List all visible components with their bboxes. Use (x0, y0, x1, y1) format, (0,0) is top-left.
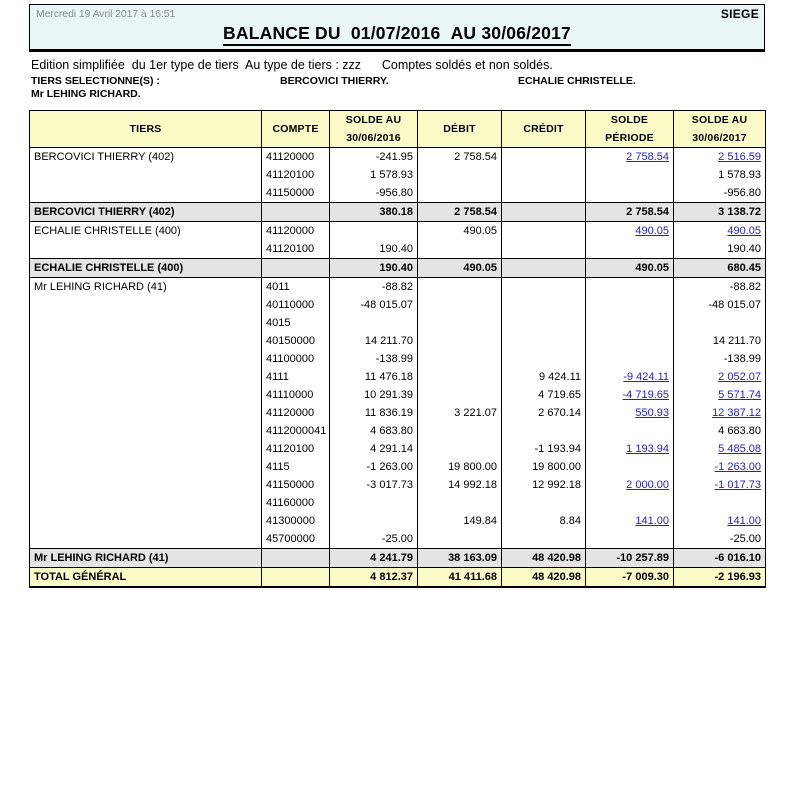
cell-solde1: -138.99 (674, 350, 766, 368)
subtotal-compte (262, 203, 330, 222)
cell-credit (502, 222, 586, 241)
cell-periode (586, 458, 674, 476)
cell-debit (418, 278, 502, 297)
cell-periode (586, 494, 674, 512)
cell-compte: 41300000 (262, 512, 330, 530)
cell-solde0: 4 241.79 (330, 549, 418, 568)
table-row (30, 148, 766, 167)
cell-compte: 41120000 (262, 148, 330, 167)
cell-periode[interactable] (586, 440, 674, 458)
print-timestamp: Mercredi 19 Avril 2017 à 16:51 (36, 8, 176, 20)
column-header-periode-line1: SOLDE (610, 114, 649, 126)
cell-tiers (30, 314, 262, 332)
column-header-solde1 (674, 111, 766, 148)
cell-solde1 (674, 314, 766, 332)
cell-debit (418, 332, 502, 350)
cell-compte: 4011 (262, 278, 330, 297)
cell-solde1: 14 211.70 (674, 332, 766, 350)
cell-solde1 (674, 494, 766, 512)
cell-compte: 45700000 (262, 530, 330, 549)
table-row (30, 278, 766, 297)
cell-credit (502, 240, 586, 259)
cell-periode[interactable] (586, 476, 674, 494)
cell-credit (502, 166, 586, 184)
table-row (30, 368, 766, 386)
table-row (30, 184, 766, 203)
cell-tiers: Mr LEHING RICHARD (41) (30, 278, 262, 297)
cell-credit: 19 800.00 (502, 458, 586, 476)
column-header-debit-line1: DÉBIT (443, 123, 476, 135)
cell-solde1[interactable] (674, 512, 766, 530)
drilldown-link-solde1[interactable]: 141.00 (727, 515, 761, 527)
cell-credit (502, 184, 586, 203)
cell-tiers (30, 386, 262, 404)
cell-debit: 2 758.54 (418, 148, 502, 167)
cell-credit: 48 420.98 (502, 568, 586, 588)
cell-debit (418, 386, 502, 404)
cell-compte: 4111 (262, 368, 330, 386)
cell-debit: 14 992.18 (418, 476, 502, 494)
drilldown-link-periode[interactable]: 2 000.00 (626, 479, 669, 491)
cell-solde0: 10 291.39 (330, 386, 418, 404)
cell-compte: 41150000 (262, 184, 330, 203)
table-body (30, 148, 766, 588)
cell-solde1: 190.40 (674, 240, 766, 259)
cell-tiers (30, 494, 262, 512)
cell-periode[interactable] (586, 222, 674, 241)
column-header-solde0-line1: SOLDE AU (345, 114, 402, 126)
cell-credit: 48 420.98 (502, 549, 586, 568)
grand-total-row (30, 568, 766, 588)
cell-solde0: 380.18 (330, 203, 418, 222)
subtotal-label: Mr LEHING RICHARD (41) (30, 549, 262, 568)
drilldown-link-periode[interactable]: -9 424.11 (623, 371, 669, 383)
cell-tiers (30, 458, 262, 476)
cell-compte: 41160000 (262, 494, 330, 512)
cell-solde1[interactable] (674, 404, 766, 422)
drilldown-link-solde1[interactable]: -1 017.73 (714, 479, 761, 491)
cell-debit: 38 163.09 (418, 549, 502, 568)
column-header-solde1-line2: 30/06/2017 (692, 132, 747, 144)
cell-solde1: -88.82 (674, 278, 766, 297)
selected-tiers-line (31, 75, 771, 88)
column-header-periode (586, 111, 674, 148)
cell-debit (418, 440, 502, 458)
cell-solde1[interactable] (674, 368, 766, 386)
cell-solde1[interactable] (674, 440, 766, 458)
cell-solde0: 14 211.70 (330, 332, 418, 350)
cell-credit: -1 193.94 (502, 440, 586, 458)
table-row (30, 440, 766, 458)
cell-solde1[interactable] (674, 458, 766, 476)
cell-debit: 149.84 (418, 512, 502, 530)
cell-solde0: -25.00 (330, 530, 418, 549)
header-row (30, 111, 766, 148)
column-header-credit (502, 111, 586, 148)
cell-tiers: BERCOVICI THIERRY (402) (30, 148, 262, 167)
cell-credit (502, 314, 586, 332)
table-row (30, 386, 766, 404)
cell-compte: 4112000041 (262, 422, 330, 440)
cell-tiers (30, 530, 262, 549)
cell-tiers (30, 332, 262, 350)
table-row (30, 166, 766, 184)
cell-debit: 41 411.68 (418, 568, 502, 588)
cell-solde0: 190.40 (330, 240, 418, 259)
cell-tiers: ECHALIE CHRISTELLE (400) (30, 222, 262, 241)
column-header-credit-line1: CRÉDIT (523, 123, 564, 135)
table-row (30, 512, 766, 530)
cell-debit (418, 240, 502, 259)
cell-periode: -10 257.89 (586, 549, 674, 568)
cell-solde1: -6 016.10 (674, 549, 766, 568)
cell-solde1: -48 015.07 (674, 296, 766, 314)
subtotal-row (30, 549, 766, 568)
grand-total-compte (262, 568, 330, 588)
cell-periode (586, 422, 674, 440)
cell-credit (502, 148, 586, 167)
cell-credit (502, 530, 586, 549)
cell-solde0: 190.40 (330, 259, 418, 278)
drilldown-link-periode[interactable]: -4 719.65 (622, 389, 669, 401)
table-row (30, 222, 766, 241)
cell-solde0 (330, 494, 418, 512)
subtotal-label: ECHALIE CHRISTELLE (400) (30, 259, 262, 278)
column-header-compte (262, 111, 330, 148)
cell-credit (502, 422, 586, 440)
cell-solde0: -138.99 (330, 350, 418, 368)
table-row (30, 314, 766, 332)
selected-tier-2: ECHALIE CHRISTELLE. (518, 75, 636, 87)
filter-criteria-line: Edition simplifiée du 1er type de tiers Au type de tiers : zzz Comptes soldés et non soldés. (31, 58, 553, 72)
cell-credit (502, 332, 586, 350)
table-row (30, 296, 766, 314)
cell-periode: -7 009.30 (586, 568, 674, 588)
cell-tiers (30, 350, 262, 368)
cell-solde1[interactable] (674, 386, 766, 404)
cell-solde0: -1 263.00 (330, 458, 418, 476)
page-title-from: 01/07/2016 (350, 23, 441, 43)
cell-compte: 41120100 (262, 440, 330, 458)
cell-credit (502, 296, 586, 314)
cell-credit: 2 670.14 (502, 404, 586, 422)
cell-periode (586, 278, 674, 297)
cell-solde1: 3 138.72 (674, 203, 766, 222)
cell-tiers (30, 368, 262, 386)
cell-tiers (30, 512, 262, 530)
cell-tiers (30, 440, 262, 458)
cell-debit (418, 314, 502, 332)
cell-periode (586, 166, 674, 184)
table-row (30, 476, 766, 494)
table-header (30, 111, 766, 148)
selected-tiers-label: TIERS SELECTIONNE(S) : (31, 75, 160, 87)
cell-solde1[interactable] (674, 476, 766, 494)
page-title (30, 23, 764, 44)
table-row (30, 530, 766, 549)
cell-solde1: -956.80 (674, 184, 766, 203)
cell-debit (418, 422, 502, 440)
cell-credit (502, 494, 586, 512)
selected-tier-3: Mr LEHING RICHARD. (31, 88, 141, 100)
balance-table (29, 110, 766, 588)
column-header-solde0 (330, 111, 418, 148)
cell-debit (418, 166, 502, 184)
cell-credit: 9 424.11 (502, 368, 586, 386)
drilldown-link-solde1[interactable]: 5 571.74 (718, 389, 761, 401)
cell-compte: 41100000 (262, 350, 330, 368)
cell-debit (418, 350, 502, 368)
cell-compte: 40110000 (262, 296, 330, 314)
column-header-debit (418, 111, 502, 148)
cell-periode (586, 296, 674, 314)
cell-credit: 4 719.65 (502, 386, 586, 404)
cell-periode (586, 314, 674, 332)
drilldown-link-periode[interactable]: 1 193.94 (626, 443, 669, 455)
cell-solde0: 11 836.19 (330, 404, 418, 422)
cell-solde1: -2 196.93 (674, 568, 766, 588)
cell-debit: 490.05 (418, 222, 502, 241)
cell-solde0: -956.80 (330, 184, 418, 203)
drilldown-link-periode[interactable]: 2 758.54 (626, 151, 669, 163)
cell-solde1: 4 683.80 (674, 422, 766, 440)
cell-debit (418, 494, 502, 512)
column-header-solde1-line1: SOLDE AU (691, 114, 748, 126)
cell-periode[interactable] (586, 404, 674, 422)
table-row (30, 350, 766, 368)
cell-solde1[interactable] (674, 222, 766, 241)
cell-solde0: -3 017.73 (330, 476, 418, 494)
drilldown-link-solde1[interactable]: 2 052.07 (718, 371, 761, 383)
cell-credit (502, 259, 586, 278)
site-label: SIEGE (720, 7, 759, 21)
cell-tiers (30, 476, 262, 494)
cell-solde1: 1 578.93 (674, 166, 766, 184)
column-header-solde0-line2: 30/06/2016 (346, 132, 401, 144)
cell-periode (586, 184, 674, 203)
selected-tier-1: BERCOVICI THIERRY. (280, 75, 389, 87)
filter-summary (31, 58, 771, 101)
cell-periode (586, 530, 674, 549)
cell-credit: 8.84 (502, 512, 586, 530)
cell-periode[interactable] (586, 148, 674, 167)
cell-debit: 3 221.07 (418, 404, 502, 422)
cell-solde0: -241.95 (330, 148, 418, 167)
cell-periode (586, 240, 674, 259)
report-banner (29, 4, 765, 52)
column-header-tiers (30, 111, 262, 148)
column-header-tiers-line1: TIERS (129, 123, 162, 135)
cell-periode (586, 350, 674, 368)
cell-solde0: 1 578.93 (330, 166, 418, 184)
table-row (30, 240, 766, 259)
column-header-compte-line1: COMPTE (272, 123, 319, 135)
cell-compte: 41150000 (262, 476, 330, 494)
table-row (30, 458, 766, 476)
cell-solde0: 11 476.18 (330, 368, 418, 386)
cell-compte: 4115 (262, 458, 330, 476)
subtotal-compte (262, 259, 330, 278)
cell-debit (418, 296, 502, 314)
cell-compte: 41120100 (262, 240, 330, 259)
drilldown-link-periode[interactable]: 490.05 (635, 225, 669, 237)
cell-solde1[interactable] (674, 148, 766, 167)
subtotal-compte (262, 549, 330, 568)
cell-solde0: 4 812.37 (330, 568, 418, 588)
cell-solde0: -88.82 (330, 278, 418, 297)
cell-tiers (30, 240, 262, 259)
cell-solde1: -25.00 (674, 530, 766, 549)
drilldown-link-solde1[interactable]: 490.05 (727, 225, 761, 237)
cell-tiers (30, 404, 262, 422)
drilldown-link-periode[interactable]: 550.93 (635, 407, 669, 419)
drilldown-link-solde1[interactable]: 2 516.59 (718, 151, 761, 163)
grand-total-label: TOTAL GÉNÉRAL (30, 568, 262, 588)
cell-debit (418, 184, 502, 203)
cell-periode[interactable] (586, 386, 674, 404)
table-row (30, 494, 766, 512)
drilldown-link-solde1[interactable]: -1 263.00 (714, 461, 761, 473)
table-row (30, 422, 766, 440)
cell-periode: 2 758.54 (586, 203, 674, 222)
table-row (30, 404, 766, 422)
column-header-periode-line2: PÉRIODE (605, 132, 654, 144)
cell-credit (502, 203, 586, 222)
cell-credit (502, 278, 586, 297)
cell-solde0: 4 683.80 (330, 422, 418, 440)
cell-compte: 41120000 (262, 222, 330, 241)
cell-credit (502, 350, 586, 368)
cell-debit: 2 758.54 (418, 203, 502, 222)
cell-periode (586, 332, 674, 350)
drilldown-link-solde1[interactable]: 12 387.12 (712, 407, 761, 419)
page-title-mid: AU (450, 23, 477, 43)
cell-compte: 41110000 (262, 386, 330, 404)
cell-compte: 4015 (262, 314, 330, 332)
cell-compte: 40150000 (262, 332, 330, 350)
cell-compte: 41120100 (262, 166, 330, 184)
subtotal-label: BERCOVICI THIERRY (402) (30, 203, 262, 222)
cell-solde0: -48 015.07 (330, 296, 418, 314)
cell-debit (418, 368, 502, 386)
table-row (30, 332, 766, 350)
cell-debit: 19 800.00 (418, 458, 502, 476)
subtotal-row (30, 259, 766, 278)
cell-solde0: 4 291.14 (330, 440, 418, 458)
cell-periode: 490.05 (586, 259, 674, 278)
cell-tiers (30, 184, 262, 203)
page-title-to: 30/06/2017 (481, 23, 571, 43)
cell-compte: 41120000 (262, 404, 330, 422)
cell-tiers (30, 166, 262, 184)
cell-debit (418, 530, 502, 549)
cell-solde0 (330, 222, 418, 241)
cell-solde1: 680.45 (674, 259, 766, 278)
cell-solde0 (330, 314, 418, 332)
page-title-prefix: BALANCE DU (223, 23, 341, 43)
cell-tiers (30, 296, 262, 314)
cell-tiers (30, 422, 262, 440)
cell-periode[interactable] (586, 512, 674, 530)
drilldown-link-periode[interactable]: 141.00 (635, 515, 669, 527)
drilldown-link-solde1[interactable]: 5 485.08 (718, 443, 761, 455)
subtotal-row (30, 203, 766, 222)
cell-periode[interactable] (586, 368, 674, 386)
cell-solde0 (330, 512, 418, 530)
cell-credit: 12 992.18 (502, 476, 586, 494)
cell-debit: 490.05 (418, 259, 502, 278)
